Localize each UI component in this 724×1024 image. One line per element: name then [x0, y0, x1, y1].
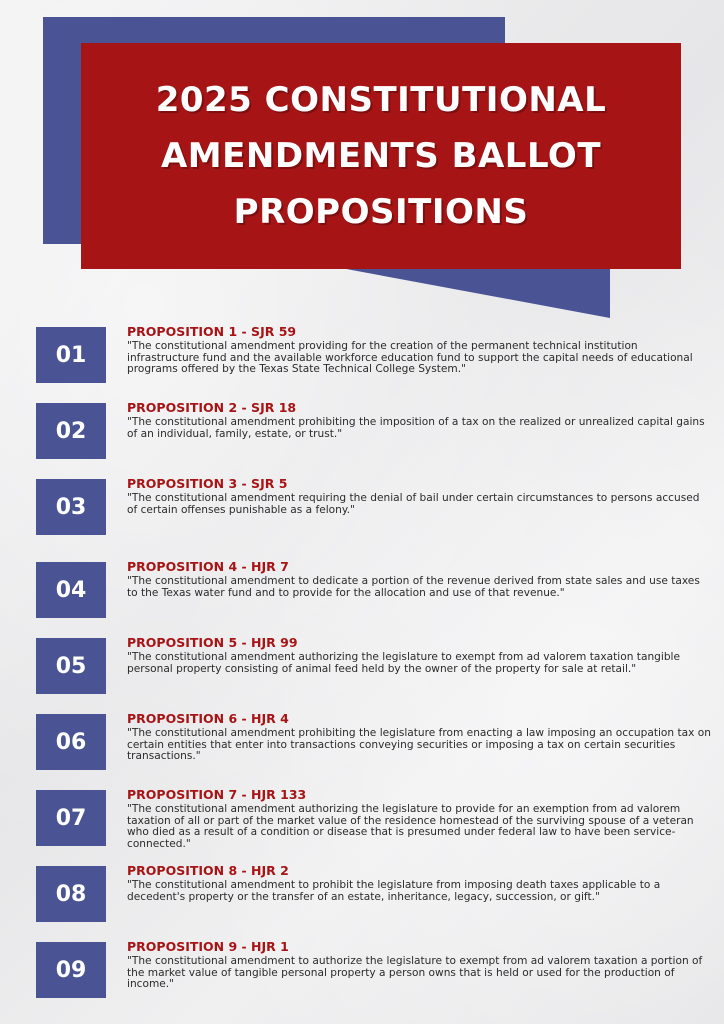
proposition-number-badge: 02: [36, 403, 106, 459]
proposition-description: "The constitutional amendment to prohibit the legislature from imposing death taxes applicable to a decedent's property or the transfer of an estate, inheritance, legacy, succession, or gift.": [127, 879, 661, 903]
proposition-title: PROPOSITION 3 - SJR 5: [127, 476, 288, 491]
proposition-number-badge: 06: [36, 714, 106, 770]
page-title: 2025 CONSTITUTIONAL AMENDMENTS BALLOT PROPOSITIONS: [155, 80, 607, 232]
proposition-description: "The constitutional amendment providing for the creation of the permanent technical institution infrastructure fund and the available workforce education fund to support the capital needs of educational programs offered by the Texas State Technical College System.": [127, 340, 693, 375]
proposition-description: "The constitutional amendment prohibiting the imposition of a tax on the realized or unrealized capital gains of an individual, family, estate, or trust.": [127, 416, 705, 440]
proposition-description: "The constitutional amendment authorizing the legislature to exempt from ad valorem taxation tangible personal property consisting of animal feed held by the owner of the property for sale at retail.": [127, 651, 681, 675]
proposition-description: "The constitutional amendment requiring the denial of bail under certain circumstances to persons accused of certain offenses punishable as a felony.": [127, 492, 700, 516]
proposition-number-badge: 03: [36, 479, 106, 535]
proposition-number-badge: 05: [36, 638, 106, 694]
proposition-description: "The constitutional amendment prohibiting the legislature from enacting a law imposing an occupation tax on certain entities that enter into transactions conveying securities or imposing a tax on certain securities transactions.": [127, 727, 711, 762]
proposition-title: PROPOSITION 1 - SJR 59: [127, 324, 297, 339]
proposition-number-badge: 01: [36, 327, 106, 383]
proposition-number-badge: 04: [36, 562, 106, 618]
proposition-title: PROPOSITION 6 - HJR 4: [127, 711, 289, 726]
proposition-title: PROPOSITION 5 - HJR 99: [127, 635, 298, 650]
proposition-description: "The constitutional amendment to authorize the legislature to exempt from ad valorem taxation a portion of the market value of tangible personal property a person owns that is held or used for the production of income.": [127, 955, 703, 990]
proposition-title: PROPOSITION 2 - SJR 18: [127, 400, 297, 415]
proposition-number-badge: 09: [36, 942, 106, 998]
proposition-title: PROPOSITION 7 - HJR 133: [127, 787, 307, 802]
proposition-number-badge: 07: [36, 790, 106, 846]
proposition-title: PROPOSITION 9 - HJR 1: [127, 939, 289, 954]
proposition-title: PROPOSITION 8 - HJR 2: [127, 863, 289, 878]
title-banner: [81, 43, 681, 269]
proposition-description: "The constitutional amendment to dedicate a portion of the revenue derived from state sales and use taxes to the Texas water fund and to provide for the allocation and use of that revenue.": [127, 575, 700, 599]
proposition-title: PROPOSITION 4 - HJR 7: [127, 559, 289, 574]
proposition-description: "The constitutional amendment authorizing the legislature to provide for an exemption from ad valorem taxation of all or part of the market value of the residence homestead of the surviving spouse of a veteran who died as a result of a condition or disease that is presumed under federal law to have been service-connected.": [127, 803, 694, 850]
proposition-number-badge: 08: [36, 866, 106, 922]
